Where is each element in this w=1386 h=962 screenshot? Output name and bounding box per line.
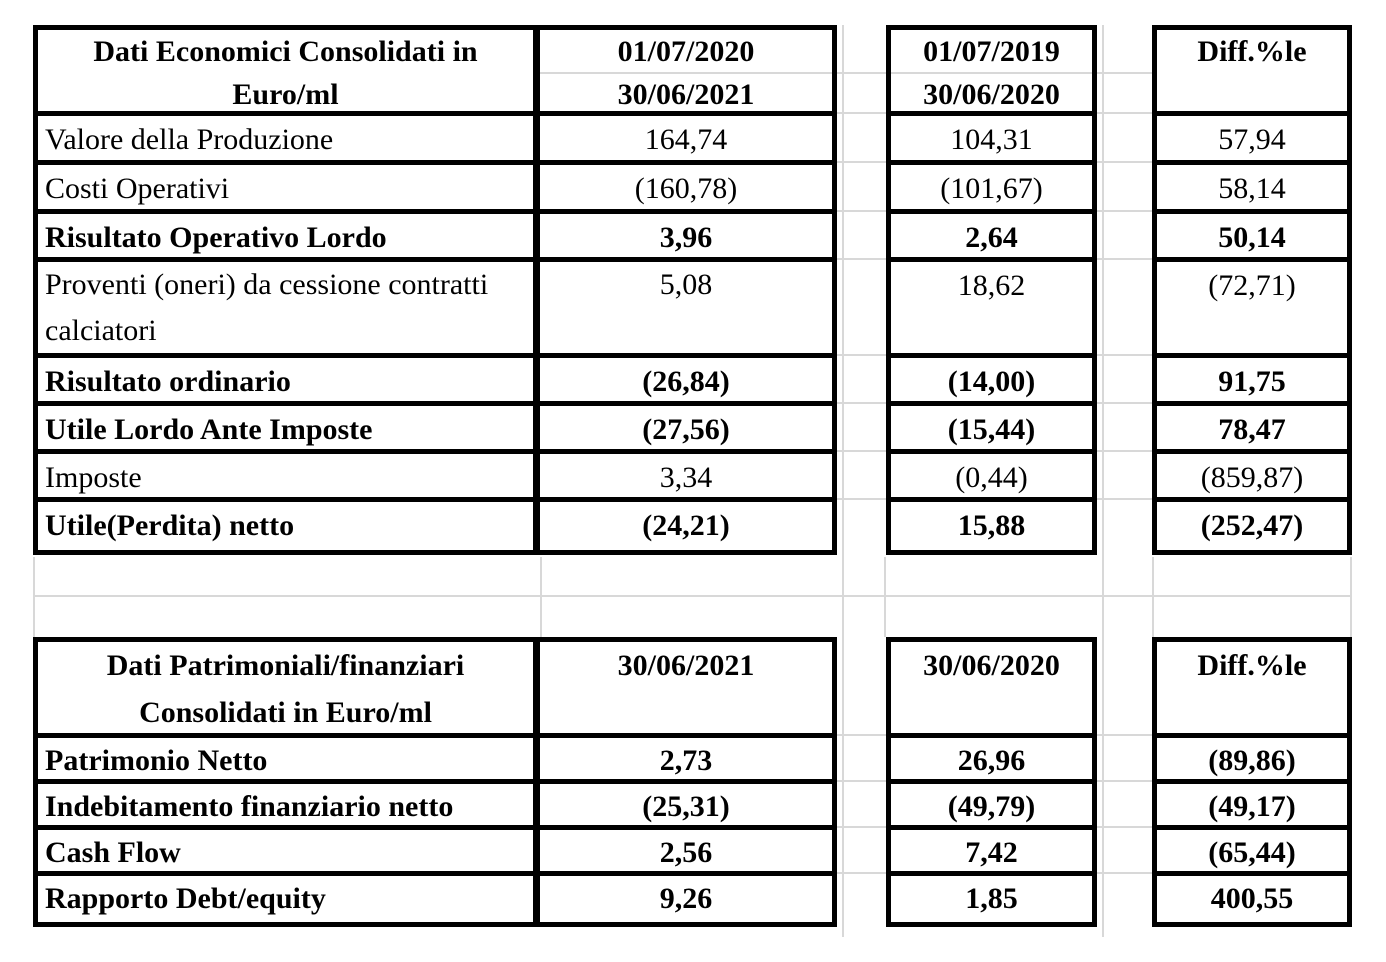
diff-header: [1157, 30, 1347, 116]
row-value-period1: (26,84): [642, 365, 730, 398]
excel-gridline: [837, 258, 886, 260]
row-value-period1: 164,74: [644, 123, 728, 156]
row-label-line2: calciatori: [45, 314, 157, 347]
row-label: Imposte: [38, 454, 540, 497]
excel-gridline: [837, 354, 886, 356]
table-row: [1157, 738, 1347, 784]
row-value-period2: (0,44): [955, 461, 1028, 494]
table-row: [1157, 454, 1347, 502]
row-value-diff: 78,47: [1218, 413, 1286, 446]
row-value-diff: (252,47): [1200, 509, 1304, 542]
title-line2: Euro/ml: [232, 78, 339, 111]
row-value-period2: (101,67): [940, 172, 1043, 205]
excel-gridline: [1097, 826, 1152, 828]
row-value-period2: (15,44): [947, 413, 1036, 446]
economic-table-main-block: [33, 25, 837, 555]
table-row: [38, 262, 832, 358]
row-value-diff: 57,94: [1218, 123, 1286, 156]
row-label: Valore della Produzione: [38, 116, 540, 160]
row-value-period1: 2,73: [659, 744, 713, 777]
excel-gridline: [837, 498, 886, 500]
row-value-diff: (49,17): [1208, 790, 1296, 823]
row-label: Indebitamento finanziario netto: [38, 784, 540, 825]
excel-gridline: [1097, 354, 1152, 356]
excel-gridline: [891, 72, 1092, 74]
row-value-period1: (24,21): [642, 509, 730, 542]
excel-gridline: [837, 780, 886, 782]
excel-gridline: [540, 557, 542, 637]
table-row: [1157, 406, 1347, 454]
title-line1: Dati Economici Consolidati in: [93, 35, 478, 68]
table-row: [1157, 165, 1347, 214]
diff-header-label: Diff.%le: [1197, 649, 1307, 682]
table-row: [38, 116, 832, 165]
excel-gridline: [1097, 872, 1152, 874]
row-value-diff: 58,14: [1218, 172, 1286, 205]
financial-table-period2-block: [886, 637, 1097, 927]
excel-gridline: [837, 826, 886, 828]
excel-gridline: [837, 734, 886, 736]
row-value-period1: (160,78): [634, 172, 738, 205]
row-value-period1: 5,08: [659, 268, 713, 301]
table-row: [38, 876, 832, 922]
period2-start-date: 01/07/2019: [923, 35, 1060, 68]
row-label-line1: Proventi (oneri) da cessione contratti: [45, 268, 489, 301]
row-value-diff: (72,71): [1208, 269, 1296, 302]
row-label: Rapporto Debt/equity: [38, 876, 540, 922]
table-row: [891, 454, 1092, 502]
excel-gridline: [884, 557, 886, 637]
row-label: [38, 262, 540, 353]
table-row: [38, 406, 832, 454]
row-value-period1: 3,96: [659, 221, 713, 254]
excel-gridline: [540, 72, 832, 74]
table-row: [891, 738, 1092, 784]
table-row: [891, 502, 1092, 550]
row-value-diff: (89,86): [1208, 744, 1296, 777]
excel-gridline: [1152, 557, 1154, 637]
row-value-period2: (14,00): [947, 365, 1036, 398]
row-value-period2: 1,85: [965, 882, 1018, 915]
row-value-period2: 2,64: [965, 221, 1018, 254]
excel-gridline: [837, 72, 886, 74]
excel-gridline: [1097, 112, 1152, 114]
row-label: Patrimonio Netto: [38, 738, 540, 779]
excel-gridline: [837, 872, 886, 874]
diff-header-label: Diff.%le: [1197, 35, 1307, 68]
excel-gridline: [1097, 734, 1152, 736]
table-row: [38, 502, 832, 550]
table-row: [38, 165, 832, 214]
table-row: [1157, 214, 1347, 262]
table-row: [1157, 116, 1347, 165]
row-value-period1: 9,26: [659, 882, 713, 915]
table-row: [1157, 502, 1347, 550]
period1-header: [540, 642, 832, 733]
financial-table-title: [38, 642, 540, 733]
table-row: [891, 116, 1092, 165]
table-row: [38, 454, 832, 502]
table-row: [38, 738, 832, 784]
row-value-period1: (25,31): [642, 790, 730, 823]
table-row: [38, 358, 832, 406]
excel-gridline: [837, 112, 886, 114]
table-row: [1157, 876, 1347, 922]
row-value-diff: 50,14: [1218, 221, 1286, 254]
row-value-period2: 15,88: [957, 509, 1026, 542]
table-row: [891, 358, 1092, 406]
row-value-diff: 400,55: [1210, 882, 1294, 915]
table-row: [891, 214, 1092, 262]
period2-dates: [891, 30, 1092, 111]
row-value-period2: 7,42: [965, 836, 1018, 869]
row-label: Risultato ordinario: [38, 358, 540, 401]
economic-table-title: [38, 30, 540, 111]
row-value-period2: 26,96: [957, 744, 1026, 777]
period1-date: 30/06/2021: [617, 649, 755, 682]
period2-header: [891, 642, 1092, 738]
table-row: [891, 784, 1092, 830]
economic-table-period2-block: [886, 25, 1097, 555]
excel-gridline: [33, 595, 1352, 597]
row-label: Utile(Perdita) netto: [38, 502, 540, 550]
row-label: Cash Flow: [38, 830, 540, 871]
financial-table-diff-block: [1152, 637, 1352, 927]
excel-gridline: [1097, 498, 1152, 500]
period1-end-date: 30/06/2021: [617, 78, 755, 111]
row-value-diff: (859,87): [1200, 461, 1304, 494]
excel-gridline: [837, 210, 886, 212]
excel-gridline: [1097, 210, 1152, 212]
excel-gridline: [1097, 780, 1152, 782]
period2-date: 30/06/2020: [923, 649, 1060, 682]
table-row: [1157, 262, 1347, 358]
table-row: [891, 165, 1092, 214]
table-row: [38, 830, 832, 876]
excel-gridline: [1097, 161, 1152, 163]
economic-table-diff-block: [1152, 25, 1352, 555]
table-row: [891, 830, 1092, 876]
table-row: [1157, 784, 1347, 830]
row-value-period1: 3,34: [659, 461, 713, 494]
excel-gridline: [33, 557, 35, 637]
row-label: Utile Lordo Ante Imposte: [38, 406, 540, 449]
table-row: [1157, 358, 1347, 406]
title-line1: Dati Patrimoniali/finanziari: [106, 649, 465, 682]
row-value-diff: 91,75: [1218, 365, 1286, 398]
table-row: [891, 876, 1092, 922]
excel-gridline: [837, 161, 886, 163]
excel-gridline: [837, 450, 886, 452]
diff-header: [1157, 642, 1347, 738]
period1-start-date: 01/07/2020: [617, 35, 755, 68]
row-label: Risultato Operativo Lordo: [38, 214, 540, 257]
table-row: [38, 784, 832, 830]
excel-gridline: [1097, 450, 1152, 452]
row-value-period1: 2,56: [659, 836, 713, 869]
financial-table-main-block: [33, 637, 837, 927]
title-line2: Consolidati in Euro/ml: [139, 696, 432, 729]
row-value-period2: (49,79): [947, 790, 1036, 823]
excel-gridline: [837, 402, 886, 404]
row-label: Costi Operativi: [38, 165, 540, 209]
table-row: [891, 406, 1092, 454]
row-value-period1: (27,56): [642, 413, 730, 446]
excel-gridline: [1097, 258, 1152, 260]
period1-header: [540, 30, 832, 111]
row-value-period2: 18,62: [957, 269, 1026, 302]
table-row: [891, 262, 1092, 358]
row-value-period2: 104,31: [950, 123, 1033, 156]
period2-end-date: 30/06/2020: [923, 78, 1060, 111]
excel-gridline: [1097, 402, 1152, 404]
table-row: [38, 214, 832, 262]
excel-gridline: [1097, 72, 1152, 74]
excel-gridline: [1350, 557, 1352, 637]
table-row: [1157, 830, 1347, 876]
row-value-diff: (65,44): [1208, 836, 1296, 869]
financial-table-header-row: [38, 642, 832, 738]
